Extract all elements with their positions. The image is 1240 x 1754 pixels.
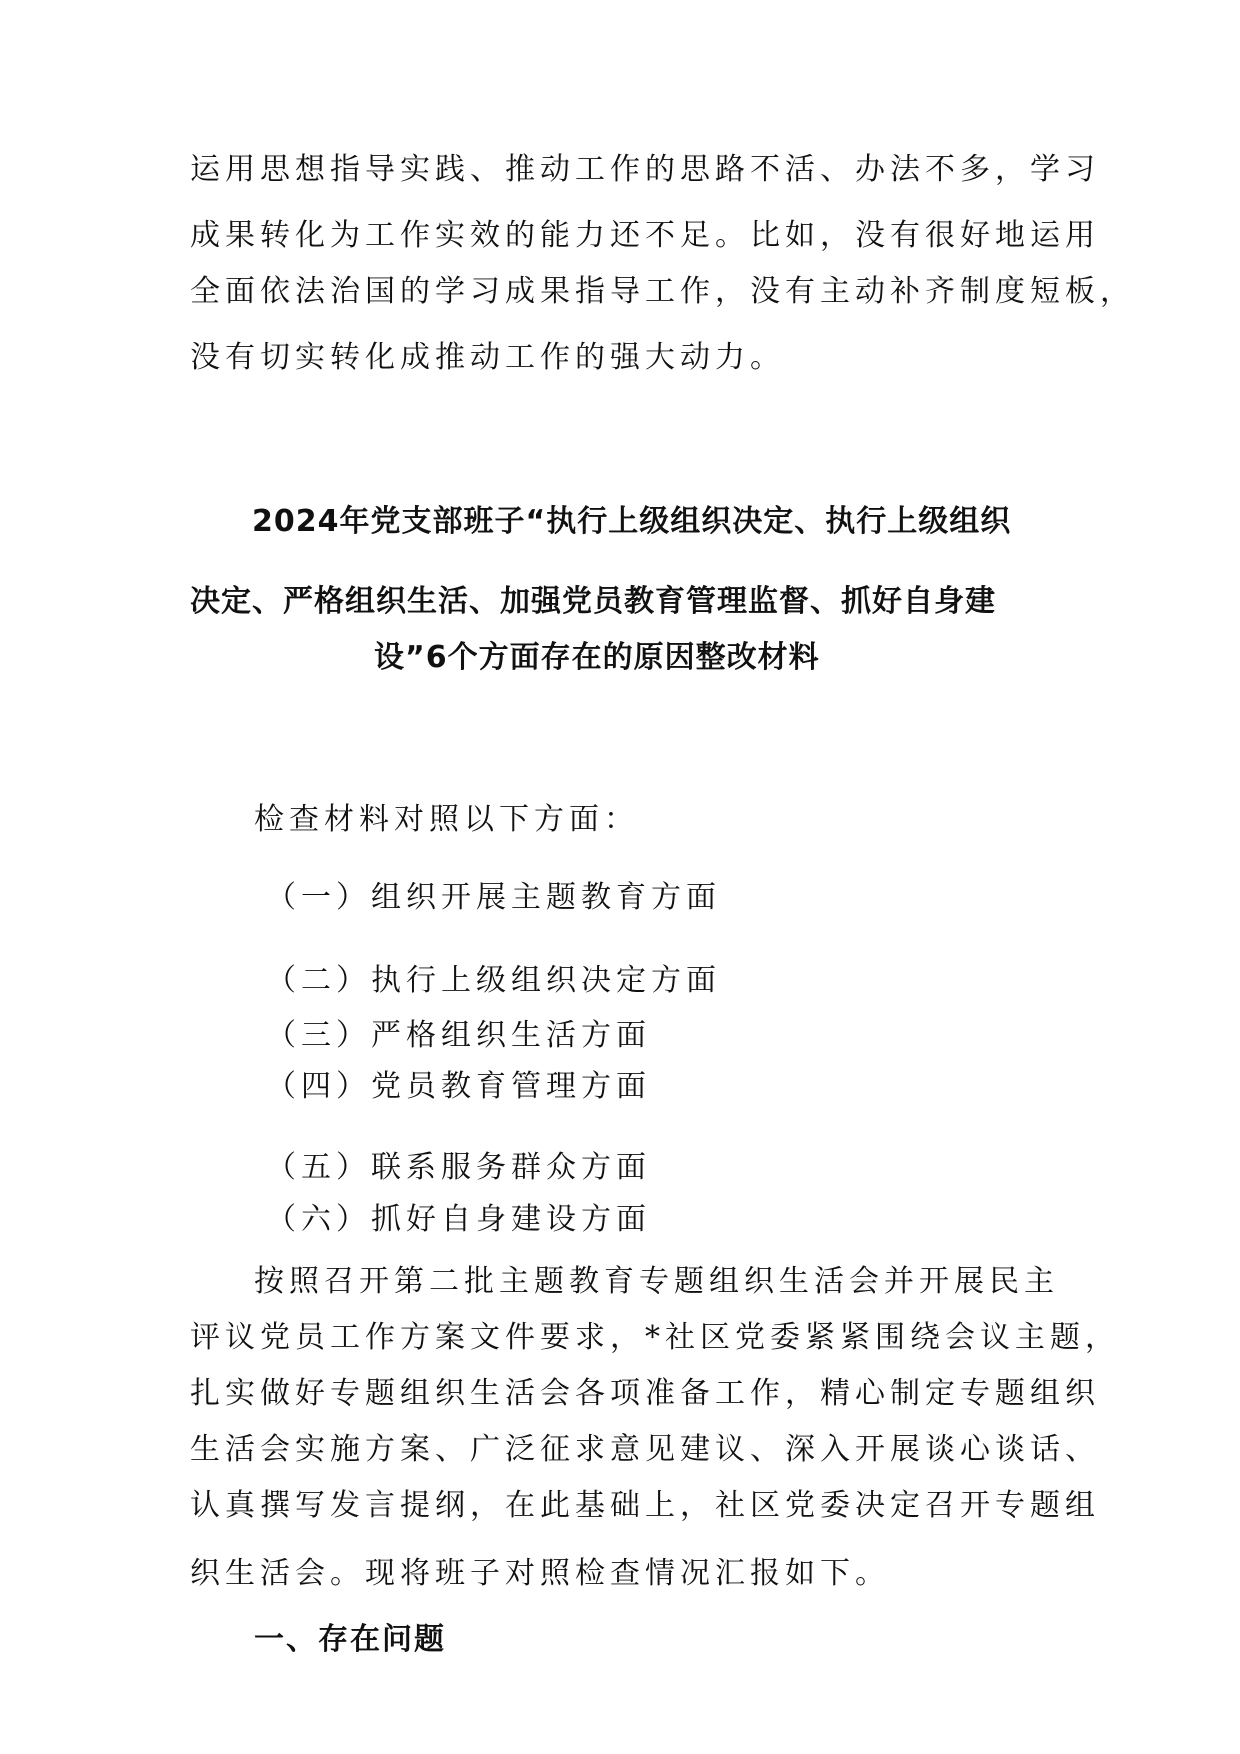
body-line-2: 评议党员工作方案文件要求，*社区党委紧紧围绕会议主题， bbox=[190, 1320, 1120, 1355]
checklist-item-4: （四）党员教育管理方面 bbox=[266, 1069, 651, 1104]
body-line-6: 织生活会。现将班子对照检查情况汇报如下。 bbox=[190, 1556, 890, 1591]
checklist-intro: 检查材料对照以下方面： bbox=[254, 802, 639, 837]
intro-line-3: 全面依法治国的学习成果指导工作，没有主动补齐制度短板， bbox=[190, 274, 1135, 309]
title-line-2: 决定、严格组织生活、加强党员教育管理监督、抓好自身建 bbox=[190, 584, 996, 619]
checklist-item-3: （三）严格组织生活方面 bbox=[266, 1018, 651, 1053]
checklist-item-1: （一）组织开展主题教育方面 bbox=[266, 880, 721, 915]
intro-line-4: 没有切实转化成推动工作的强大动力。 bbox=[190, 340, 785, 375]
checklist-item-2: （二）执行上级组织决定方面 bbox=[266, 963, 721, 998]
checklist-item-6: （六）抓好自身建设方面 bbox=[266, 1202, 651, 1237]
title-line-1: 2024年党支部班子“执行上级组织决定、执行上级组织 bbox=[252, 504, 1012, 539]
intro-line-2: 成果转化为工作实效的能力还不足。比如，没有很好地运用 bbox=[190, 218, 1100, 253]
title-line-3: 设”6个方面存在的原因整改材料 bbox=[374, 640, 820, 675]
body-line-4: 生活会实施方案、广泛征求意见建议、深入开展谈心谈话、 bbox=[190, 1432, 1100, 1467]
body-line-5: 认真撰写发言提纲，在此基础上，社区党委决定召开专题组 bbox=[190, 1488, 1100, 1523]
checklist-item-5: （五）联系服务群众方面 bbox=[266, 1150, 651, 1185]
intro-line-1: 运用思想指导实践、推动工作的思路不活、办法不多，学习 bbox=[190, 152, 1100, 187]
section-heading: 一、存在问题 bbox=[254, 1622, 446, 1657]
body-line-1: 按照召开第二批主题教育专题组织生活会并开展民主 bbox=[254, 1264, 1059, 1299]
body-line-3: 扎实做好专题组织生活会各项准备工作，精心制定专题组织 bbox=[190, 1376, 1100, 1411]
